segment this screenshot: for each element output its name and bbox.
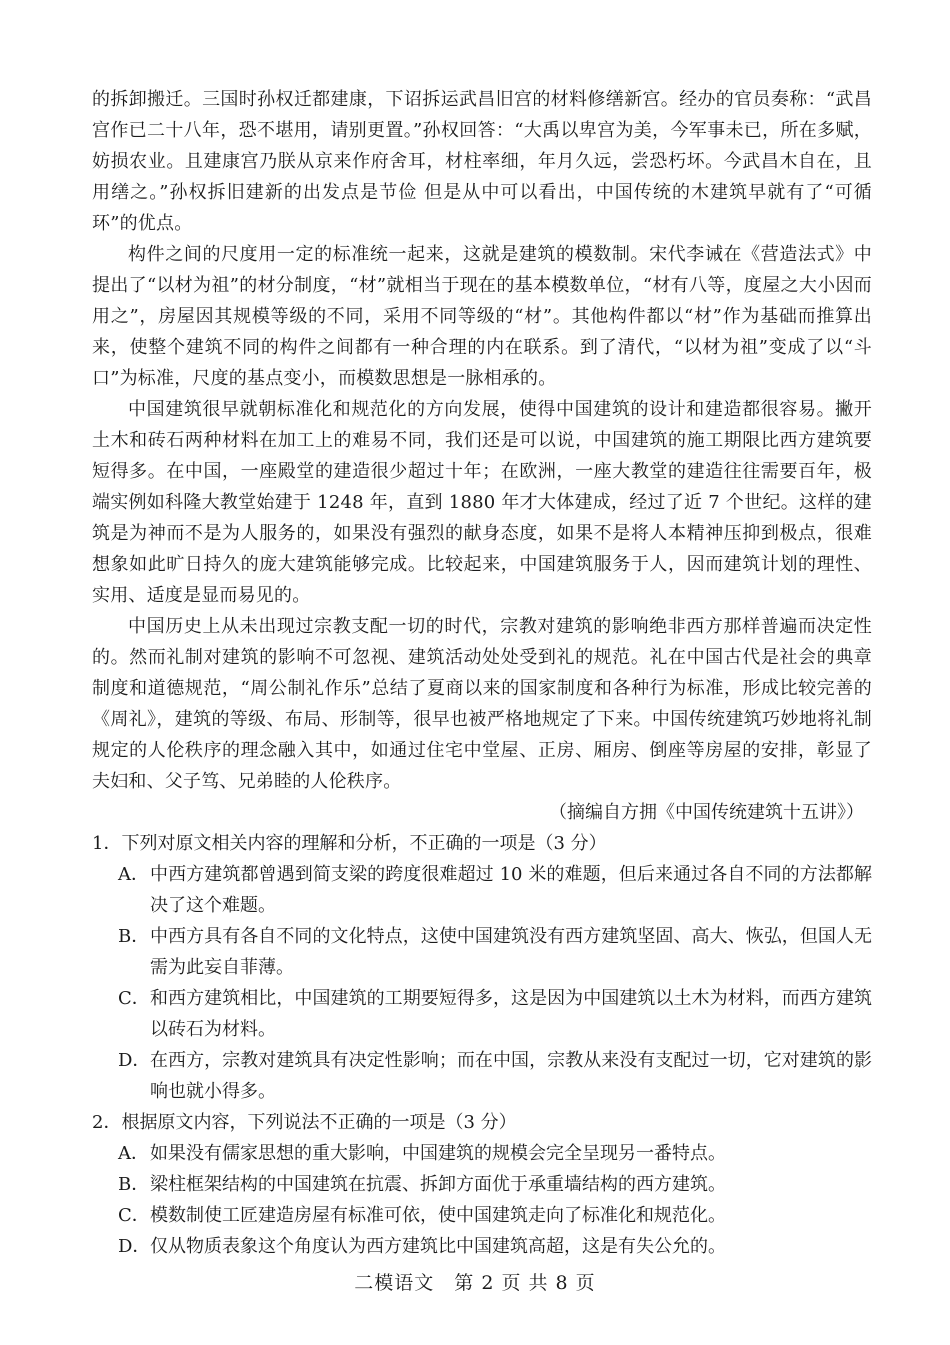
option-c [118, 983, 872, 1045]
option-label: D． [118, 1236, 151, 1257]
option-text: 仅从物质表象这个角度认为西方建筑比中国建筑高超，这是有失公允的。 [150, 1236, 726, 1257]
option-d [118, 1231, 872, 1262]
question-stem: 1．下列对原文相关内容的理解和分析，不正确的一项是（3 分） [92, 833, 607, 854]
paragraph-1: 的拆卸搬迁。三国时孙权迁都建康，下诏拆运武昌旧宫的材料修缮新宫。经办的官员奏称：“武昌宫作已二十八年，恐不堪用，请别更置。”孙权回答：“大禹以卑宫为美，今军事未已，所在多赋，妨损农业。且建康宫乃朕从京来作府舍耳，材柱率细，年月久远，尝恐朽坏。今武昌木自在，且用缮之。”孙权拆旧建新的出发点是节俭 但是从中可以看出，中国传统的木建筑早就有了“可循环”的优点。 [92, 89, 872, 234]
option-label: A． [118, 1143, 149, 1164]
source-citation: （摘编自方拥《中国传统建筑十五讲》） [549, 802, 864, 823]
option-list [92, 1138, 872, 1262]
option-a [118, 1138, 872, 1169]
option-c [118, 1200, 872, 1231]
page-footer: 二模语文 第 2 页 共 8 页 [354, 1272, 596, 1294]
option-a [118, 859, 872, 921]
article-body [92, 84, 872, 797]
paragraph-3: 中国建筑很早就朝标准化和规范化的方向发展，使得中国建筑的设计和建造都很容易。撇开土木和砖石两种材料在加工上的难易不同，我们还是可以说，中国建筑的施工期限比西方建筑要短得多。在中国，一座殿堂的建造很少超过十年；在欧洲，一座大教堂的建造往往需要百年，极端实例如科隆大教堂始建于 1248 年，直到 1880 年才大体建成，经过了近 7 个世纪。这样的建筑是为神而不是为人服务的，如果没有强烈的献身态度，如果不是将人本精神压抑到极点，很难想象如此旷日持久的庞大建筑能够完成。比较起来，中国建筑服务于人，因而建筑计划的理性、实用、适度是显而易见的。 [92, 399, 872, 606]
option-label: C． [118, 988, 150, 1009]
option-text: 梁柱框架结构的中国建筑在抗震、拆卸方面优于承重墙结构的西方建筑。 [150, 1174, 726, 1195]
option-text: 如果没有儒家思想的重大影响，中国建筑的规模会完全呈现另一番特点。 [150, 1143, 726, 1164]
option-label: D． [118, 1050, 151, 1071]
option-label: B． [118, 1174, 150, 1195]
option-d [118, 1045, 872, 1107]
option-label: A． [118, 864, 149, 885]
question-1 [92, 828, 872, 1107]
option-label: B． [118, 926, 150, 947]
option-text: 模数制使工匠建造房屋有标准可依，使中国建筑走向了标准化和规范化。 [150, 1205, 726, 1226]
option-text: 在西方，宗教对建筑具有决定性影响；而在中国，宗教从来没有支配过一切，它对建筑的影响也就小得多。 [150, 1050, 872, 1102]
option-label: C． [118, 1205, 150, 1226]
option-text: 中西方具有各自不同的文化特点，这使中国建筑没有西方建筑坚固、高大、恢弘，但国人无需为此妄自菲薄。 [150, 926, 872, 978]
option-list [92, 859, 872, 1107]
option-b [118, 1169, 872, 1200]
option-text: 和西方建筑相比，中国建筑的工期要短得多，这是因为中国建筑以土木为材料，而西方建筑以砖石为材料。 [150, 988, 872, 1040]
question-stem: 2．根据原文内容，下列说法不正确的一项是（3 分） [92, 1112, 517, 1133]
paragraph-4: 中国历史上从未出现过宗教支配一切的时代，宗教对建筑的影响绝非西方那样普遍而决定性的。然而礼制对建筑的影响不可忽视、建筑活动处处受到礼的规范。礼在中国古代是社会的典章制度和道德规范，“周公制礼作乐”总结了夏商以来的国家制度和各种行为标准，形成比较完善的《周礼》，建筑的等级、布局、形制等，很早也被严格地规定了下来。中国传统建筑巧妙地将礼制规定的人伦秩序的理念融入其中，如通过住宅中堂屋、正房、厢房、倒座等房屋的安排，彰显了夫妇和、父子笃、兄弟睦的人伦秩序。 [92, 616, 872, 792]
option-text: 中西方建筑都曾遇到简支梁的跨度很难超过 10 米的难题，但后来通过各自不同的方法都解决了这个难题。 [150, 864, 872, 916]
option-b [118, 921, 872, 983]
paragraph-2: 构件之间的尺度用一定的标准统一起来，这就是建筑的模数制。宋代李诫在《营造法式》中提出了“以材为祖”的材分制度，“材”就相当于现在的基本模数单位，“材有八等，度屋之大小因而用之”，房屋因其规模等级的不同，采用不同等级的“材”。其他构件都以“材”作为基础而推算出来，使整个建筑不同的构件之间都有一种合理的内在联系。到了清代，“以材为祖”变成了以“斗口”为标准，尺度的基点变小，而模数思想是一脉相承的。 [92, 244, 872, 389]
question-2 [92, 1107, 872, 1262]
